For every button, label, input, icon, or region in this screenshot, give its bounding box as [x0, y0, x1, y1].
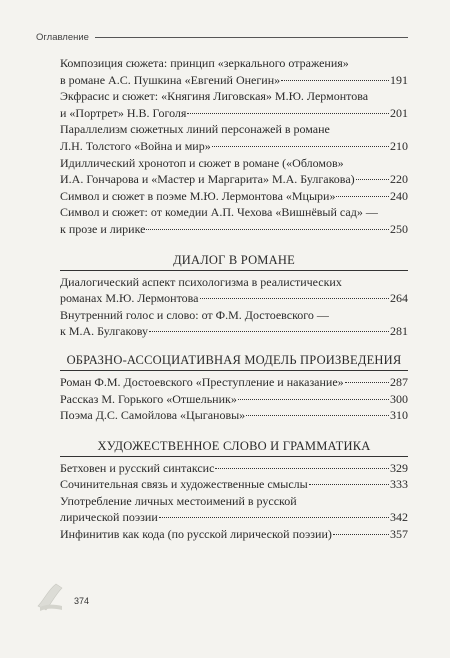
toc-entry[interactable]: [60, 391, 408, 408]
toc-page-number: 300: [390, 391, 408, 406]
toc-entry-last-line: [60, 72, 408, 89]
dot-leader: [345, 382, 389, 383]
toc-page-number: 287: [390, 374, 408, 389]
toc-entry-line: Идиллический хронотоп и сюжет в романе («Обломов»: [60, 155, 344, 170]
toc-entry-last-line: [60, 476, 408, 493]
toc-page-number: 281: [390, 324, 408, 339]
toc-entry[interactable]: [60, 307, 408, 340]
dot-leader: [215, 468, 389, 469]
toc-entry-text: и «Портрет» Н.В. Гоголя: [60, 105, 187, 120]
toc-entry-line: Употребление личных местоимений в русской: [60, 493, 297, 508]
header-rule: [95, 37, 408, 38]
dot-leader: [281, 80, 389, 81]
dot-leader: [356, 179, 389, 180]
toc-entry-last-line: [60, 526, 408, 543]
toc-entry-last-line: [60, 407, 408, 424]
toc-entry[interactable]: [60, 476, 408, 493]
toc-section: [60, 352, 408, 424]
dot-leader: [238, 399, 389, 400]
toc-entry-text: Роман Ф.М. Достоевского «Преступление и наказание»: [60, 374, 344, 389]
dot-leader: [159, 517, 389, 518]
toc-page-number: 250: [390, 221, 408, 236]
dot-leader: [212, 146, 389, 147]
section-title: ХУДОЖЕСТВЕННОЕ СЛОВО И ГРАММАТИКА: [97, 438, 371, 453]
dot-leader: [187, 113, 389, 114]
running-header: [36, 32, 408, 43]
toc-entry-text: Сочинительная связь и художественные смыслы: [60, 477, 308, 492]
toc-entry-last-line: [60, 374, 408, 391]
page-number: 374: [74, 596, 90, 606]
toc-entry[interactable]: [60, 88, 408, 121]
toc-entry-last-line: [60, 323, 408, 340]
toc-section: [60, 438, 408, 543]
toc-entry-line: Экфрасис и сюжет: «Княгиня Лиговская» М.Ю. Лермонтова: [60, 89, 369, 104]
toc-entry-text: Инфинитив как кода (по русской лирической поэзии): [60, 527, 332, 542]
toc-entry-text: к прозе и лирике: [60, 221, 146, 236]
toc-entry-last-line: [60, 188, 408, 205]
dot-leader: [309, 484, 389, 485]
toc-entry-text: к М.А. Булгакову: [60, 324, 148, 339]
toc-entry[interactable]: [60, 274, 408, 307]
toc-page-number: 210: [390, 138, 408, 153]
section-title: ДИАЛОГ В РОМАНЕ: [173, 252, 295, 267]
toc-entry-text: Поэма Д.С. Самойлова «Цыгановы»: [60, 408, 246, 423]
toc-entry-last-line: [60, 460, 408, 477]
toc-entry[interactable]: [60, 55, 408, 88]
table-of-contents: [60, 55, 408, 543]
dot-leader: [333, 534, 389, 535]
scroll-icon: [34, 580, 68, 614]
toc-page-number: 333: [390, 477, 408, 492]
section-title: ОБРАЗНО-АССОЦИАТИВНАЯ МОДЕЛЬ ПРОИЗВЕДЕНИЯ: [66, 352, 402, 367]
section-rule: [60, 370, 408, 371]
toc-entry-text: Л.Н. Толстого «Война и мир»: [60, 138, 211, 153]
toc-entry-last-line: [60, 391, 408, 408]
toc-entry-text: лирической поэзии: [60, 510, 158, 525]
toc-entry-last-line: [60, 290, 408, 307]
toc-entry[interactable]: [60, 155, 408, 188]
toc-entry-text: романах М.Ю. Лермонтова: [60, 291, 199, 306]
toc-page-number: 240: [390, 188, 408, 203]
toc-entry-text: в романе А.С. Пушкина «Евгений Онегин»: [60, 72, 281, 87]
dot-leader: [336, 196, 389, 197]
toc-entry-text: Символ и сюжет в поэме М.Ю. Лермонтова «Мцыри»: [60, 188, 336, 203]
dot-leader: [149, 331, 389, 332]
toc-entry[interactable]: [60, 493, 408, 526]
dot-leader: [246, 415, 389, 416]
toc-entry-text: Рассказ М. Горького «Отшельник»: [60, 391, 237, 406]
toc-page-number: 310: [390, 408, 408, 423]
toc-entry-line: Композиция сюжета: принцип «зеркального отражения»: [60, 56, 349, 70]
toc-entry-line: Символ и сюжет: от комедии А.П. Чехова «Вишнёвый сад» —: [60, 205, 378, 220]
toc-entry-last-line: [60, 509, 408, 526]
toc-page-number: 357: [390, 527, 408, 542]
toc-entry[interactable]: [60, 374, 408, 391]
toc-page-number: 264: [390, 291, 408, 306]
toc-entry-line: Параллелизм сюжетных линий персонажей в романе: [60, 122, 330, 137]
toc-entry[interactable]: [60, 407, 408, 424]
toc-entry-last-line: [60, 171, 408, 188]
toc-entry[interactable]: [60, 121, 408, 154]
toc-entry-line: Диалогический аспект психологизма в реалистических: [60, 274, 342, 289]
toc-entry-text: И.А. Гончарова и «Мастер и Маргарита» М.А. Булгакова): [60, 172, 355, 187]
running-header-label: Оглавление: [36, 32, 89, 43]
toc-section: [60, 252, 408, 340]
toc-entry[interactable]: [60, 526, 408, 543]
toc-page-number: 201: [390, 105, 408, 120]
toc-entry[interactable]: [60, 204, 408, 237]
section-rule: [60, 456, 408, 457]
dot-leader: [146, 229, 389, 230]
toc-page-number: 329: [390, 460, 408, 475]
toc-entry-last-line: [60, 105, 408, 122]
dot-leader: [200, 298, 390, 299]
section-rule: [60, 270, 408, 271]
toc-page-number: 191: [390, 72, 408, 87]
toc-page-number: 220: [390, 172, 408, 187]
toc-entry-last-line: [60, 221, 408, 238]
toc-entry[interactable]: [60, 460, 408, 477]
toc-entry-last-line: [60, 138, 408, 155]
toc-entry-line: Внутренний голос и слово: от Ф.М. Достоевского —: [60, 307, 329, 322]
toc-entry[interactable]: [60, 188, 408, 205]
toc-section: [60, 55, 408, 238]
toc-entry-text: Бетховен и русский синтаксис: [60, 460, 215, 475]
toc-page-number: 342: [390, 510, 408, 525]
